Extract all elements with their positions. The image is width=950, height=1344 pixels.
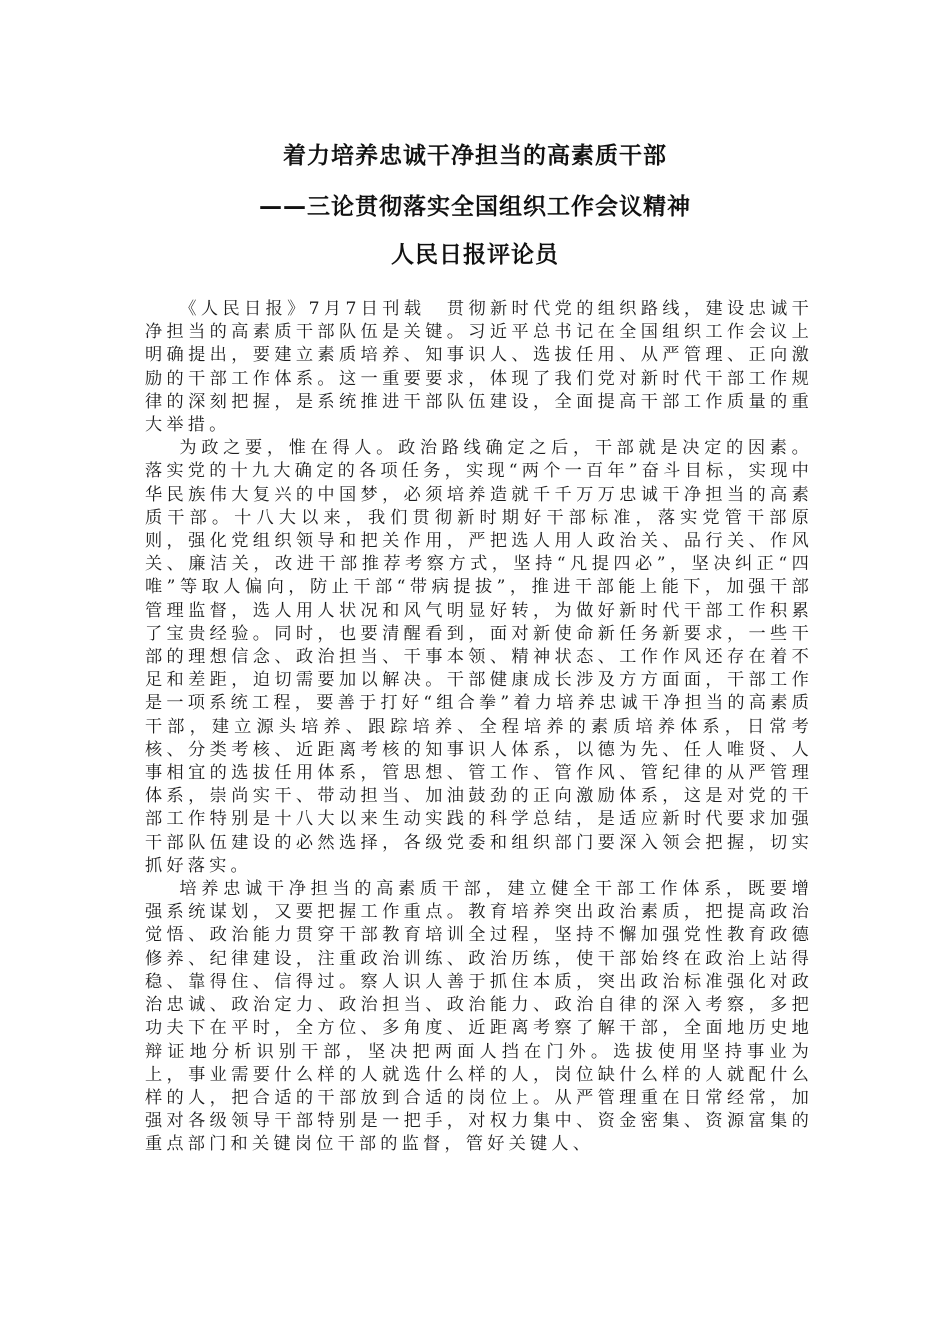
article-body <box>145 298 813 1157</box>
article-title: 着力培养忠诚干净担当的高素质干部 <box>283 143 667 169</box>
paragraph-intro: 《人民日报》7月7日刊载 贯彻新时代党的组织路线，建设忠诚干净担当的高素质干部队伍是关键。习近平总书记在全国组织工作会议上明确提出，要建立素质培养、知事识人、选拔任用、从严管理、正向激励的干部工作体系。这一重要要求，体现了我们党对新时代干部工作规律的深刻把握，是系统推进干部队伍建设，全面提高干部工作质量的重大举措。 <box>145 299 813 436</box>
article-subtitle: ——三论贯彻落实全国组织工作会议精神 <box>259 194 691 220</box>
paragraph-selection-principles: 为政之要，惟在得人。政治路线确定之后，干部就是决定的因素。落实党的十九大确定的各项任务，实现“两个一百年”奋斗目标，实现中华民族伟大复兴的中国梦，必须培养造就千千万万忠诚干净担当的高素质干部。十八大以来，我们贯彻新时期好干部标准，落实党管干部原则，强化党组织领导和把关作用，严把选人用人政治关、品行关、作风关、廉洁关，改进干部推荐考察方式，坚持“凡提四必”，坚决纠正“四唯”等取人偏向，防止干部“带病提拔”，推进干部能上能下，加强干部管理监督，选人用人状况和风气明显好转，为做好新时代干部工作积累了宝贵经验。同时，也要清醒看到，面对新使命新任务新要求，一些干部的理想信念、政治担当、干事本领、精神状态、工作作风还存在着不足和差距，迫切需要加以解决。干部健康成长涉及方方面面，干部工作是一项系统工程，要善于打好“组合拳”着力培养忠诚干净担当的高素质干部，建立源头培养、跟踪培养、全程培养的素质培养体系，日常考核、分类考核、近距离考核的知事识人体系，以德为先、任人唯贤、人事相宜的选拔任用体系，管思想、管工作、管作风、管纪律的从严管理体系，崇尚实干、带动担当、加油鼓劲的正向激励体系，这是对党的干部工作特别是十八大以来生动实践的科学总结，是适应新时代要求加强干部队伍建设的必然选择，各级党委和组织部门要深入领会把握，切实抓好落实。 <box>145 438 813 876</box>
paragraph-work-system: 培养忠诚干净担当的高素质干部，建立健全干部工作体系，既要增强系统谋划，又要把握工作重点。教育培养突出政治素质，把提高政治觉悟、政治能力贯穿干部教育培训全过程，坚持不懈加强党性教育政德修养、纪律建设，注重政治训练、政治历练，使干部始终在政治上站得稳、靠得住、信得过。察人识人善于抓住本质，突出政治标准强化对政治忠诚、政治定力、政治担当、政治能力、政治自律的深入考察，多把功夫下在平时，全方位、多角度、近距离考察了解干部，全面地历史地辩证地分析识别干部，坚决把两面人挡在门外。选拔使用坚持事业为上，事业需要什么样的人就选什么样的人，岗位缺什么样的人就配什么样的人，把合适的干部放到合适的岗位上。从严管理重在日常经常，加强对各级领导干部特别是一把手，对权力集中、资金密集、资源富集的重点部门和关键岗位干部的监督，管好关键人、 <box>145 879 813 1155</box>
article-author: 人民日报评论员 <box>391 242 559 268</box>
